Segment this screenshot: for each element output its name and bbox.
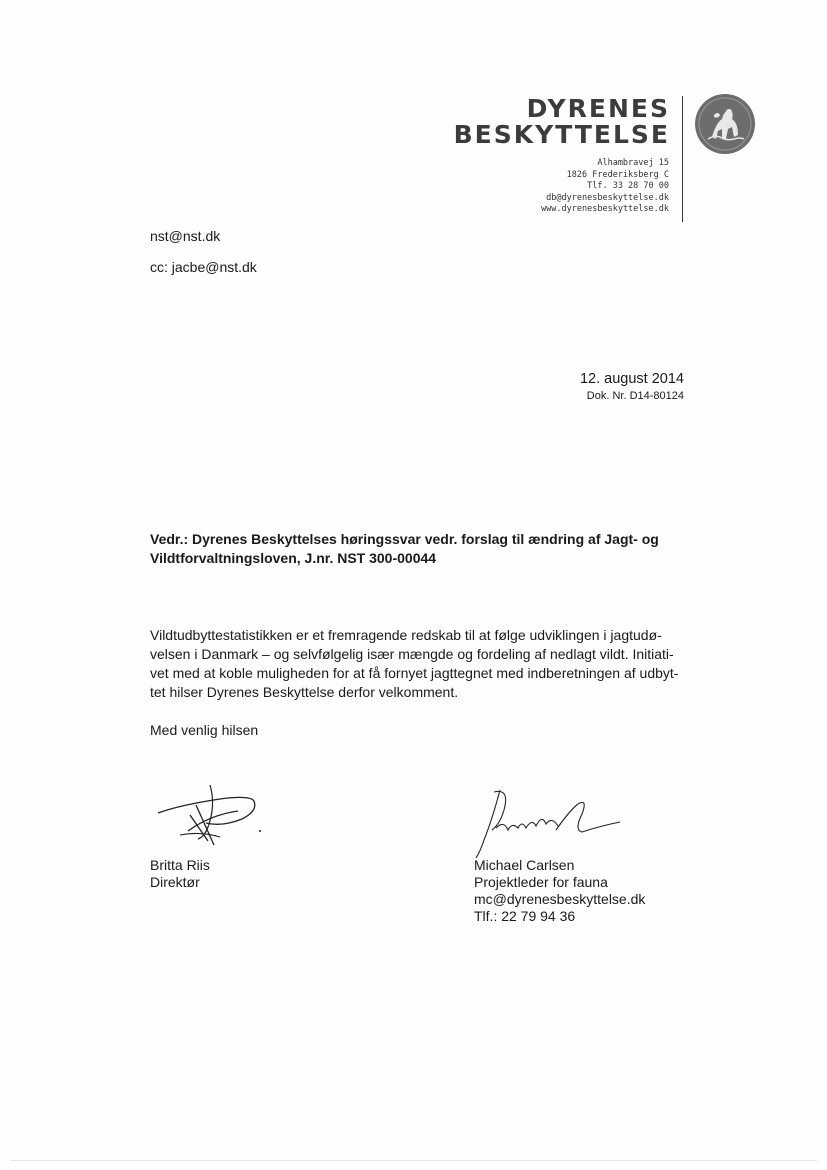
signatory-name: Britta Riis xyxy=(150,857,210,873)
sender-address xyxy=(541,158,669,216)
signatory-title: Direktør xyxy=(150,874,200,890)
signatory-phone: Tlf.: 22 79 94 36 xyxy=(474,908,576,924)
body-line: vet med at koble muligheden for at få fornyet jagttegnet med indberetningen af udbyt- xyxy=(150,665,679,681)
body-line: tet hilser Dyrenes Beskyttelse derfor velkomment. xyxy=(150,684,459,700)
letter-date: 12. august 2014 xyxy=(579,371,684,387)
brand-logotype xyxy=(454,96,670,148)
recipient-email: nst@nst.dk xyxy=(150,228,221,244)
body-line: Vildtudbyttestatistikken er et fremragende redskab til at følge udviklingen i jagtudø- xyxy=(150,627,662,643)
address-street: Alhambravej 15 xyxy=(597,158,669,168)
brand-name-line2: BESKYTTELSE xyxy=(453,120,670,149)
brand-name-line1: DYRENES xyxy=(526,94,670,123)
signatory-2 xyxy=(474,857,645,925)
signatory-name: Michael Carlsen xyxy=(474,857,575,873)
body-line: velsen i Danmark – og selvfølgelig især mængde og fordeling af nedlagt vildt. Initiati- xyxy=(150,646,674,662)
address-website: www.dyrenesbeskyttelse.dk xyxy=(541,204,669,214)
signature-michael-carlsen xyxy=(470,780,630,860)
subject-line: Vedr.: Dyrenes Beskyttelses høringssvar vedr. forslag til ændring af Jagt- og Vildtforvaltningsloven, J.nr. NST 300-00044 xyxy=(150,531,659,566)
cc-email: cc: jacbe@nst.dk xyxy=(150,259,257,275)
document-number: Dok. Nr. D14-80124 xyxy=(586,390,684,402)
signatory-email: mc@dyrenesbeskyttelse.dk xyxy=(474,891,646,907)
scan-edge-line xyxy=(10,1160,817,1161)
signature-britta-riis xyxy=(150,775,270,850)
address-city: 1826 Frederiksberg C xyxy=(566,169,669,180)
organization-seal-icon xyxy=(694,93,756,155)
closing-salutation: Med venlig hilsen xyxy=(150,722,259,738)
address-phone: Tlf. 33 28 70 00 xyxy=(587,181,669,191)
body-paragraph xyxy=(150,626,680,702)
letterhead-divider xyxy=(682,96,683,222)
signatory-title: Projektleder for fauna xyxy=(474,874,608,890)
signatory-1 xyxy=(150,857,210,891)
address-email: db@dyrenesbeskyttelse.dk xyxy=(546,192,669,203)
